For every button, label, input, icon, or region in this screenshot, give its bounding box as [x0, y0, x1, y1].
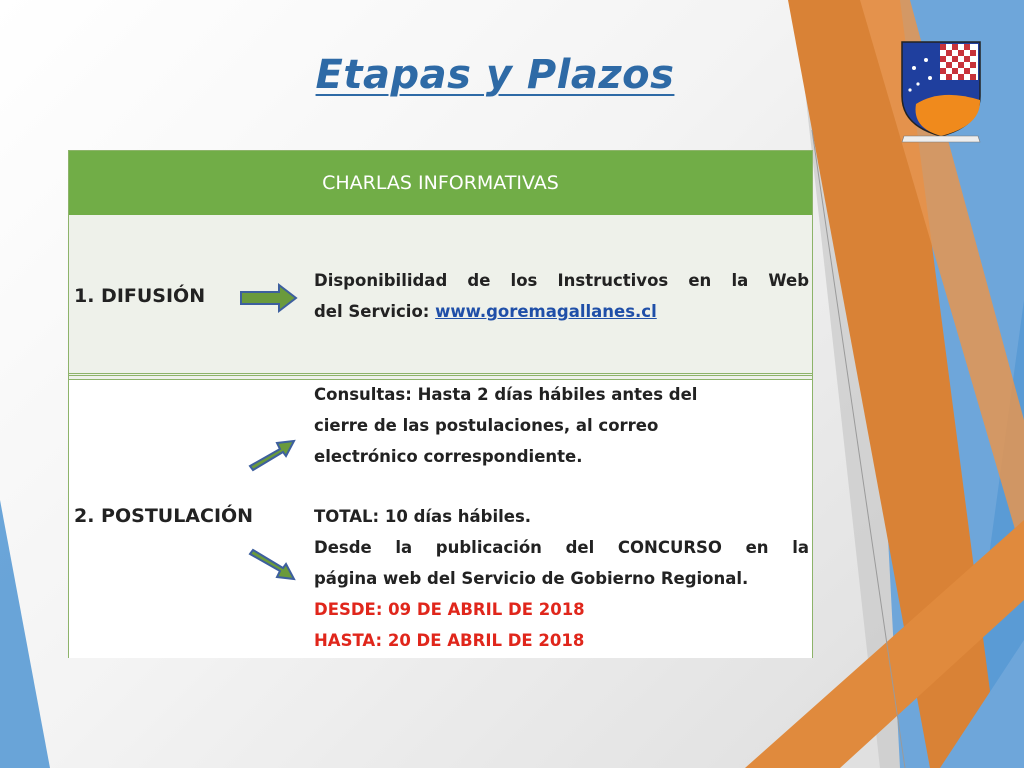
plazo-text — [314, 501, 809, 656]
difusion-line-2-prefix: del Servicio: — [314, 302, 436, 321]
desde-line-2: página web del Servicio de Gobierno Regional. — [314, 569, 749, 588]
coat-of-arms-icon — [896, 38, 986, 144]
table-row-difusion — [69, 215, 812, 376]
consultas-line-1: Consultas: Hasta 2 días hábiles antes del — [314, 385, 698, 404]
down-right-arrow-icon — [246, 545, 298, 585]
row-label-difusion: 1. DIFUSIÓN — [74, 285, 206, 307]
difusion-description — [314, 265, 809, 327]
consultas-line-3: electrónico correspondiente. — [314, 447, 583, 466]
right-arrow-icon — [239, 283, 299, 313]
total-days: TOTAL: 10 días hábiles. — [314, 507, 532, 526]
website-link[interactable]: www.goremagallanes.cl — [435, 302, 657, 321]
end-date: HASTA: 20 DE ABRIL DE 2018 — [314, 631, 585, 650]
row-label-postulacion: 2. POSTULACIÓN — [74, 505, 254, 527]
start-date: DESDE: 09 DE ABRIL DE 2018 — [314, 600, 585, 619]
consultas-text — [314, 379, 744, 472]
table-header: CHARLAS INFORMATIVAS — [69, 151, 812, 215]
desde-line-1: Desde la publicación del CONCURSO en la — [314, 538, 809, 557]
difusion-line-1: Disponibilidad de los Instructivos en la Web — [314, 271, 809, 290]
up-right-arrow-icon — [246, 435, 298, 475]
stages-table — [68, 150, 813, 658]
difusion-line-2 — [314, 296, 809, 327]
consultas-line-2: cierre de las postulaciones, al correo — [314, 416, 659, 435]
table-row-postulacion — [69, 379, 812, 658]
page-title: Etapas y Plazos — [315, 52, 675, 98]
